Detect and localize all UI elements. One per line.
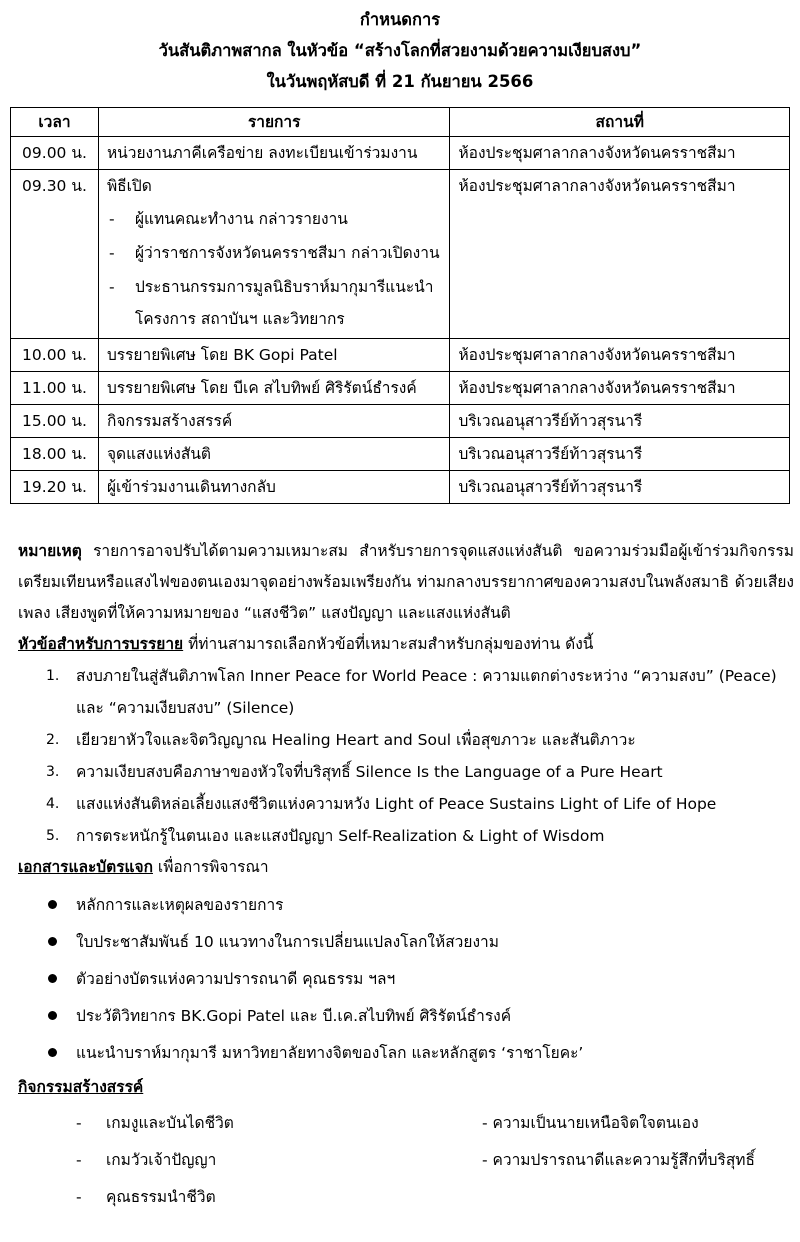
row-item: บรรยายพิเศษ โดย บีเค สไบทิพย์ ศิริรัตน์ธำรงค์	[98, 372, 450, 405]
row-item: กิจกรรมสร้างสรรค์	[98, 405, 450, 438]
document-text: ใบประชาสัมพันธ์ 10 แนวทางในการเปลี่ยนแปลงโลกให้สวยงาม	[76, 933, 499, 951]
item-number: 2.	[46, 732, 60, 748]
row-place: ห้องประชุมศาลากลางจังหวัดนครราชสีมา	[450, 372, 790, 405]
bullet-icon	[48, 974, 57, 983]
activity-text: คุณธรรมนำชีวิต	[106, 1188, 216, 1206]
row-place: ห้องประชุมศาลากลางจังหวัดนครราชสีมา	[450, 137, 790, 170]
activities-heading: กิจกรรมสร้างสรรค์	[18, 1078, 144, 1096]
row-item-cell	[98, 170, 450, 339]
row-item: พิธีเปิด	[106, 177, 152, 195]
dash-marker: -	[108, 210, 115, 228]
topic-text: สงบภายในสู่สันติภาพโลก Inner Peace for World Peace : ความแตกต่างระหว่าง “ความสงบ” (Peace) และ “ความเงียบสงบ” (Silence)	[76, 667, 777, 717]
bullet-icon	[48, 937, 57, 946]
row-item: บรรยายพิเศษ โดย BK Gopi Patel	[98, 339, 450, 372]
item-number: 5.	[46, 828, 60, 844]
list-item	[18, 660, 794, 724]
list-item	[18, 961, 794, 998]
list-item	[18, 756, 794, 788]
dash-marker: -	[76, 1151, 82, 1169]
table-row	[11, 339, 790, 372]
documents-list	[18, 887, 794, 1072]
list-item-text: ผู้แทนคณะทำงาน กล่าวรายงาน	[134, 210, 348, 228]
activities-heading-line	[18, 1072, 794, 1103]
schedule-table	[10, 107, 790, 504]
table-row	[11, 405, 790, 438]
column-header-place: สถานที่	[450, 108, 790, 137]
activities-list	[18, 1105, 794, 1225]
row-place: ห้องประชุมศาลากลางจังหวัดนครราชสีมา	[450, 339, 790, 372]
table-row	[11, 372, 790, 405]
table-row	[11, 170, 790, 339]
dash-marker: -	[108, 278, 115, 296]
activity-text: เกมงูและบันไดชีวิต	[106, 1114, 234, 1132]
document-text: แนะนำบราห์มากุมารี มหาวิทยาลัยทางจิตของโลก และหลักสูตร ‘ราชาโยคะ’	[76, 1044, 584, 1062]
header-event-name: วันสันติภาพสากล ในหัวข้อ “สร้างโลกที่สวยงามด้วยความเงียบสงบ”	[158, 41, 642, 60]
topics-heading-suffix: ที่ท่านสามารถเลือกหัวข้อที่เหมาะสมสำหรับกลุ่มของท่าน ดังนี้	[183, 635, 594, 653]
list-item	[18, 998, 794, 1035]
item-number: 1.	[46, 668, 60, 684]
table-row	[11, 137, 790, 170]
topic-text: ความเงียบสงบคือภาษาของหัวใจที่บริสุทธิ์ Silence Is the Language of a Pure Heart	[76, 763, 663, 781]
list-item	[107, 202, 442, 236]
document-text: ประวัติวิทยากร BK.Gopi Patel และ บี.เค.สไบทิพย์ ศิริรัตน์ธำรงค์	[76, 1007, 512, 1025]
remark-paragraph	[18, 536, 794, 629]
row-time: 10.00 น.	[11, 339, 99, 372]
list-item	[482, 1105, 699, 1142]
list-item	[107, 236, 442, 270]
bullet-icon	[48, 1048, 57, 1057]
list-item	[18, 820, 794, 852]
list-item	[76, 1105, 234, 1142]
row-place: บริเวณอนุสาวรีย์ท้าวสุรนารี	[450, 405, 790, 438]
item-number: 3.	[46, 764, 60, 780]
column-header-time: เวลา	[11, 108, 99, 137]
table-row	[11, 471, 790, 504]
column-header-item: รายการ	[98, 108, 450, 137]
row-item: ผู้เข้าร่วมงานเดินทางกลับ	[98, 471, 450, 504]
activity-text: เกมวัวเจ้าปัญญา	[106, 1151, 217, 1169]
documents-heading-line	[18, 852, 794, 883]
row-time: 18.00 น.	[11, 438, 99, 471]
document-text: ตัวอย่างบัตรแห่งความปรารถนาดี คุณธรรม ฯลฯ	[76, 970, 396, 988]
list-item	[18, 724, 794, 756]
table-header-row	[11, 108, 790, 137]
item-number: 4.	[46, 796, 60, 812]
topic-text: การตระหนักรู้ในตนเอง และแสงปัญญา Self-Realization & Light of Wisdom	[76, 827, 605, 845]
row-time: 11.00 น.	[11, 372, 99, 405]
topic-text: แสงแห่งสันติหล่อเลี้ยงแสงชีวิตแห่งความหวัง Light of Peace Sustains Light of Life of Hope	[76, 795, 717, 813]
row-time: 19.20 น.	[11, 471, 99, 504]
topics-heading-line	[18, 629, 794, 660]
row-place: บริเวณอนุสาวรีย์ท้าวสุรนารี	[450, 471, 790, 504]
dash-marker: -	[108, 244, 115, 262]
documents-heading: เอกสารและบัตรแจก	[18, 858, 153, 876]
row-time: 15.00 น.	[11, 405, 99, 438]
activity-text: - ความปรารถนาดีและความรู้สึกที่บริสุทธิ์	[482, 1151, 755, 1169]
notes-section	[18, 536, 794, 1225]
documents-heading-suffix: เพื่อการพิจารณา	[152, 858, 269, 876]
bullet-icon	[48, 900, 57, 909]
list-item-text: ประธานกรรมการมูลนิธิบราห์มากุมารีแนะนำ	[134, 278, 434, 296]
bullet-icon	[48, 1011, 57, 1020]
list-item	[18, 924, 794, 961]
document-header	[0, 4, 800, 97]
list-item	[76, 1179, 216, 1216]
document-text: หลักการและเหตุผลของรายการ	[76, 896, 284, 914]
row-time: 09.00 น.	[11, 137, 99, 170]
list-item	[18, 1035, 794, 1072]
row-place: บริเวณอนุสาวรีย์ท้าวสุรนารี	[450, 438, 790, 471]
list-item	[76, 1142, 216, 1179]
activity-text: - ความเป็นนายเหนือจิตใจตนเอง	[482, 1114, 699, 1132]
topic-text: เยียวยาหัวใจและจิตวิญญาณ Healing Heart and Soul เพื่อสุขภาวะ และสันติภาวะ	[76, 731, 636, 749]
header-title: กำหนดการ	[359, 10, 441, 29]
list-item	[107, 270, 442, 334]
list-item	[482, 1142, 755, 1179]
remark-text: รายการอาจปรับได้ตามความเหมาะสม สำหรับรายการจุดแสงแห่งสันติ ขอความร่วมมือผู้เข้าร่วมกิจกรรมเตรียมเทียนหรือแสงไฟของตนเองมาจุดอย่างพร้อมเพรียงกัน ท่ามกลางบรรยากาศของความสงบในพลังสมาธิ ด้วยเสียงเพลง เสียงพูดที่ให้ความหมายของ “แสงชีวิต” แสงปัญญา และแสงแห่งสันติ	[18, 542, 794, 622]
list-item	[18, 887, 794, 924]
topics-list	[18, 660, 794, 852]
table-row	[11, 438, 790, 471]
topics-heading: หัวข้อสำหรับการบรรยาย	[18, 635, 184, 653]
dash-marker: -	[76, 1114, 82, 1132]
row-item: หน่วยงานภาคีเครือข่าย ลงทะเบียนเข้าร่วมงาน	[98, 137, 450, 170]
header-date: ในวันพฤหัสบดี ที่ 21 กันยายน 2566	[266, 72, 534, 91]
dash-marker: -	[76, 1188, 82, 1206]
list-item-text: ผู้ว่าราชการจังหวัดนครราชสีมา กล่าวเปิดงาน	[134, 244, 440, 262]
row-item: จุดแสงแห่งสันติ	[98, 438, 450, 471]
remark-label: หมายเหตุ	[18, 542, 82, 560]
row-time: 09.30 น.	[11, 170, 99, 339]
opening-ceremony-list	[107, 202, 442, 334]
list-item-continuation: โครงการ สถาบันฯ และวิทยากร	[134, 310, 345, 328]
row-place: ห้องประชุมศาลากลางจังหวัดนครราชสีมา	[450, 170, 790, 339]
list-item	[18, 788, 794, 820]
